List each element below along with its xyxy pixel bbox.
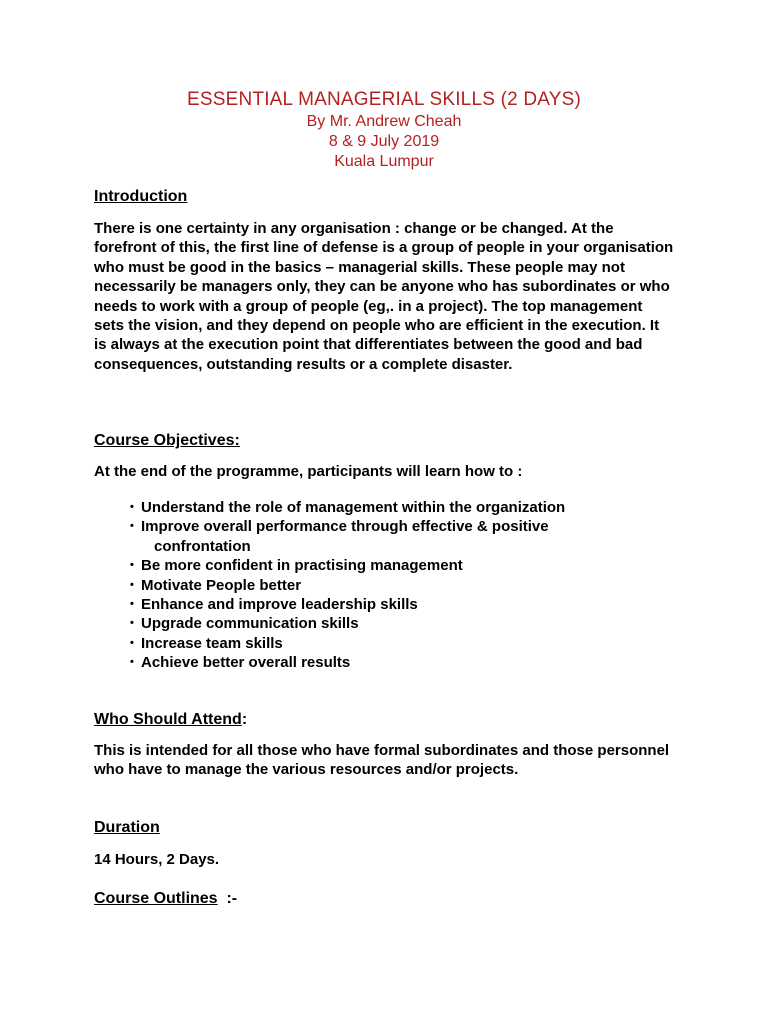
course-date: 8 & 9 July 2019 [328,133,440,150]
bullet-icon: • [130,617,134,630]
list-item: • Understand the role of management within the organization [130,499,566,516]
course-title: ESSENTIAL MANAGERIAL SKILLS (2 DAYS) [186,89,581,110]
outlines-heading [94,889,237,909]
outlines-heading-text: Course Outlines [94,890,218,907]
introduction-heading-text: Introduction [94,188,188,205]
introduction-paragraph: There is one certainty in any organisation : change or be changed. At the forefront of this, the first line of defense is a group of people in your organisation who must be good in the basics – managerial skills. These people may not necessarily be managers only, they can be anyone who has subordinates or who needs to work with a group of people (eg,. in a project). The top management sets the vision, and they depend on people who are efficient in the execution. It is always at the execution point that differentiates between the good and bad consequences, outstanding results or a complete disaster. [94,220,674,373]
bullet-icon: • [130,520,134,533]
duration-heading-text: Duration [94,819,160,836]
attend-heading-text: Who Should Attend [94,711,242,728]
course-header [0,88,768,172]
attend-paragraph: This is intended for all those who have formal subordinates and those personnel who have to manage the various resources and/or projects. [94,742,670,779]
bullet-icon: • [130,501,134,513]
duration-heading [94,818,160,838]
bullet-icon: • [130,636,134,649]
list-item: • Achieve better overall results [130,654,351,672]
bullet-icon: • [130,559,134,572]
course-location: Kuala Lumpur [334,153,434,170]
list-item: • Enhance and improve leadership skills [130,596,418,614]
attend-heading-colon: : [241,711,248,728]
attend-heading [94,710,247,730]
list-item: • Be more confident in practising management [130,557,463,575]
list-item: • Improve overall performance through effective & positive confrontation [130,517,670,556]
introduction-heading [94,187,187,207]
objectives-lead: At the end of the programme, participants will learn how to : [94,463,523,480]
course-author: By Mr. Andrew Cheah [306,113,462,130]
objectives-heading-colon: : [234,432,240,449]
objectives-heading [94,431,240,451]
bullet-icon: • [130,598,134,611]
list-item: • Motivate People better [130,576,302,594]
bullet-icon: • [130,656,134,669]
bullet-icon: • [130,578,134,591]
list-item-continuation: confrontation [154,537,251,555]
objectives-heading-text: Course Objectives [94,432,235,449]
list-item: • Increase team skills [130,634,283,652]
objectives-list [130,498,670,673]
list-item: • Upgrade communication skills [130,615,359,633]
outlines-heading-suffix: :- [226,890,238,907]
duration-text: 14 Hours, 2 Days. [94,851,220,868]
